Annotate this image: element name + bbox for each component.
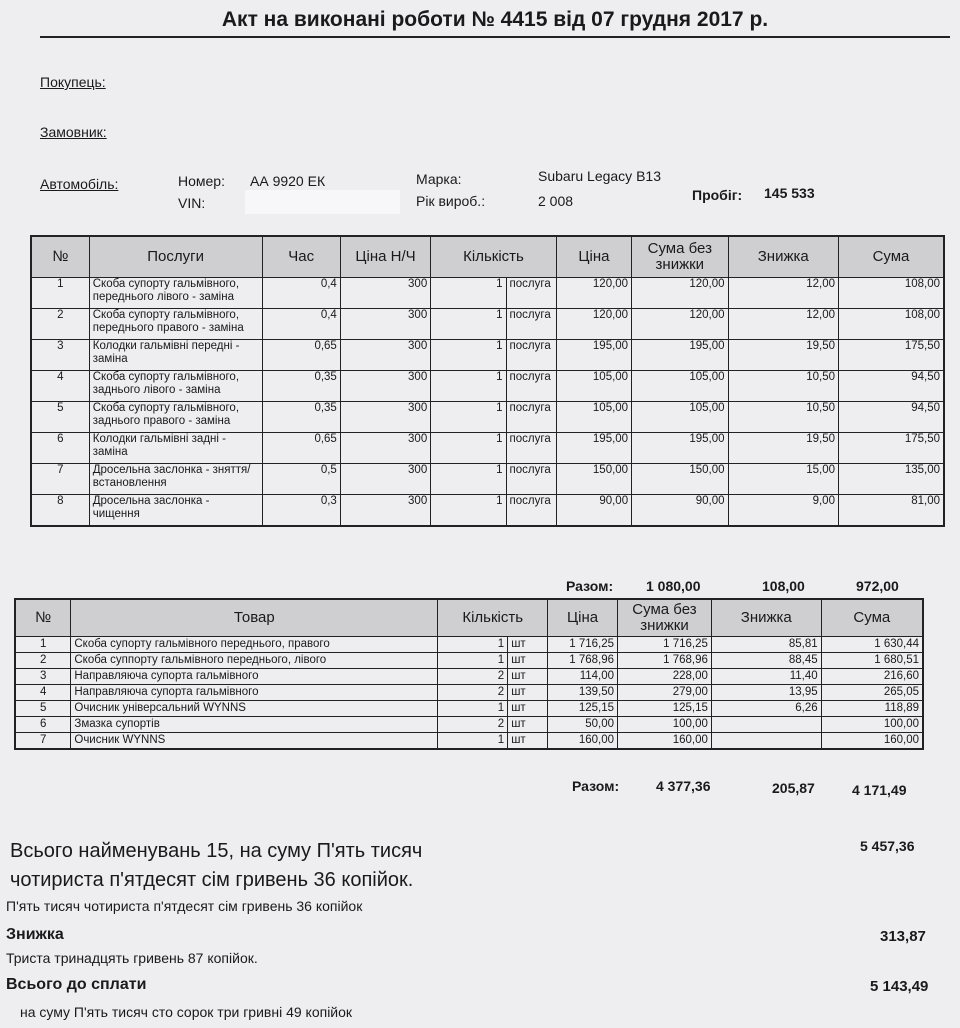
service-price: 105,00 bbox=[556, 402, 631, 433]
service-discount: 19,50 bbox=[728, 433, 838, 464]
table-row bbox=[31, 371, 944, 402]
service-name: Скоба супорту гальмівного, переднього лівого - заміна bbox=[89, 278, 262, 309]
service-qty: 1 bbox=[431, 309, 506, 340]
goods-sum: 100,00 bbox=[618, 717, 712, 733]
header-cell: Сума без знижки bbox=[618, 599, 712, 637]
service-unit: послуга bbox=[506, 433, 556, 464]
service-name: Дросельна заслонка - чищення bbox=[89, 495, 262, 527]
service-unit: послуга bbox=[506, 309, 556, 340]
goods-total-sum: 4 377,36 bbox=[656, 778, 711, 794]
discount-words: Триста тринадцять гривень 87 копійок. bbox=[6, 950, 258, 966]
summary-line-1: Всього найменувань 15, на суму П'ять тисяч bbox=[10, 840, 423, 862]
header-cell: Кількість bbox=[438, 599, 548, 637]
goods-header-row bbox=[15, 599, 923, 637]
goods-discount bbox=[711, 733, 821, 750]
table-row bbox=[15, 669, 923, 685]
row-number: 8 bbox=[31, 495, 89, 527]
goods-sum: 1 716,25 bbox=[618, 637, 712, 653]
goods-unit: шт bbox=[508, 717, 548, 733]
mileage-label: Пробіг: bbox=[692, 187, 743, 203]
goods-price: 139,50 bbox=[548, 685, 618, 701]
goods-discount: 6,26 bbox=[711, 701, 821, 717]
service-time: 0,4 bbox=[262, 278, 340, 309]
table-row bbox=[31, 309, 944, 340]
service-name: Колодки гальмівні передні - заміна bbox=[89, 340, 262, 371]
discount-label: Знижка bbox=[6, 926, 64, 943]
services-table bbox=[30, 235, 945, 527]
goods-price: 1 768,96 bbox=[548, 653, 618, 669]
table-row bbox=[15, 653, 923, 669]
goods-qty: 1 bbox=[438, 701, 508, 717]
goods-qty: 2 bbox=[438, 717, 508, 733]
goods-sum: 279,00 bbox=[618, 685, 712, 701]
service-unit: послуга bbox=[506, 340, 556, 371]
services-total-sum: 1 080,00 bbox=[646, 578, 701, 594]
service-total: 108,00 bbox=[838, 309, 944, 340]
goods-name: Скоба суппорту гальмівного переднього, лівого bbox=[71, 653, 438, 669]
goods-total: 265,05 bbox=[821, 685, 923, 701]
vin-redacted bbox=[245, 190, 400, 214]
goods-table bbox=[14, 598, 924, 750]
services-header-row bbox=[31, 236, 944, 278]
service-unit: послуга bbox=[506, 495, 556, 527]
year-value: 2 008 bbox=[538, 193, 574, 209]
vin-label: VIN: bbox=[178, 195, 206, 211]
service-sum: 120,00 bbox=[632, 309, 728, 340]
row-number: 3 bbox=[15, 669, 71, 685]
goods-sum: 125,15 bbox=[618, 701, 712, 717]
row-number: 1 bbox=[15, 637, 71, 653]
table-row bbox=[31, 402, 944, 433]
header-cell: Час bbox=[262, 236, 340, 278]
goods-total: 216,60 bbox=[821, 669, 923, 685]
goods-sum: 160,00 bbox=[618, 733, 712, 750]
service-unit: послуга bbox=[506, 464, 556, 495]
goods-unit: шт bbox=[508, 685, 548, 701]
goods-name: Направляюча супорта гальмівного bbox=[71, 685, 438, 701]
service-name: Скоба супорту гальмівного, заднього правого - заміна bbox=[89, 402, 262, 433]
service-discount: 12,00 bbox=[728, 278, 838, 309]
mileage-value: 145 533 bbox=[764, 185, 815, 201]
services-total-label: Разом: bbox=[566, 578, 614, 594]
row-number: 4 bbox=[15, 685, 71, 701]
make-label: Марка: bbox=[416, 171, 462, 187]
service-price: 90,00 bbox=[556, 495, 631, 527]
table-row bbox=[31, 433, 944, 464]
service-price: 195,00 bbox=[556, 340, 631, 371]
service-qty: 1 bbox=[431, 402, 506, 433]
service-discount: 12,00 bbox=[728, 309, 838, 340]
service-sum: 195,00 bbox=[632, 433, 728, 464]
service-total: 94,50 bbox=[838, 371, 944, 402]
row-number: 6 bbox=[31, 433, 89, 464]
table-row bbox=[15, 701, 923, 717]
goods-name: Скоба супорту гальмівного переднього, правого bbox=[71, 637, 438, 653]
year-label: Рік вироб.: bbox=[416, 193, 486, 209]
summary-words: П'ять тисяч чотириста п'ятдесят сім гривень 36 копійок bbox=[6, 898, 363, 914]
service-total: 175,50 bbox=[838, 433, 944, 464]
pay-words: на суму П'ять тисяч сто сорок три гривні 49 копійок bbox=[20, 1004, 353, 1020]
service-unit: послуга bbox=[506, 371, 556, 402]
goods-price: 1 716,25 bbox=[548, 637, 618, 653]
row-number: 7 bbox=[31, 464, 89, 495]
goods-discount: 85,81 bbox=[711, 637, 821, 653]
service-rate: 300 bbox=[340, 371, 430, 402]
service-qty: 1 bbox=[431, 495, 506, 527]
row-number: 5 bbox=[31, 402, 89, 433]
goods-discount bbox=[711, 717, 821, 733]
service-price: 150,00 bbox=[556, 464, 631, 495]
goods-total: 1 630,44 bbox=[821, 637, 923, 653]
goods-total: 100,00 bbox=[821, 717, 923, 733]
service-total: 175,50 bbox=[838, 340, 944, 371]
goods-qty: 2 bbox=[438, 685, 508, 701]
service-price: 105,00 bbox=[556, 371, 631, 402]
service-rate: 300 bbox=[340, 278, 430, 309]
service-name: Дросельна заслонка - зняття/встановлення bbox=[89, 464, 262, 495]
service-discount: 10,50 bbox=[728, 371, 838, 402]
table-row bbox=[15, 717, 923, 733]
header-cell: Ціна bbox=[548, 599, 618, 637]
service-sum: 105,00 bbox=[632, 402, 728, 433]
table-row bbox=[31, 464, 944, 495]
service-discount: 9,00 bbox=[728, 495, 838, 527]
goods-discount: 13,95 bbox=[711, 685, 821, 701]
goods-price: 114,00 bbox=[548, 669, 618, 685]
service-qty: 1 bbox=[431, 340, 506, 371]
goods-unit: шт bbox=[508, 637, 548, 653]
service-qty: 1 bbox=[431, 278, 506, 309]
header-cell: № bbox=[31, 236, 89, 278]
goods-qty: 2 bbox=[438, 669, 508, 685]
goods-name: Очисник універсальний WYNNS bbox=[71, 701, 438, 717]
goods-discount: 88,45 bbox=[711, 653, 821, 669]
service-time: 0,65 bbox=[262, 433, 340, 464]
service-price: 120,00 bbox=[556, 278, 631, 309]
goods-sum: 1 768,96 bbox=[618, 653, 712, 669]
service-name: Колодки гальмівні задні - заміна bbox=[89, 433, 262, 464]
goods-price: 160,00 bbox=[548, 733, 618, 750]
summary-amount: 5 457,36 bbox=[860, 838, 915, 854]
service-total: 108,00 bbox=[838, 278, 944, 309]
table-row bbox=[31, 278, 944, 309]
row-number: 1 bbox=[31, 278, 89, 309]
service-name: Скоба супорту гальмівного, заднього лівого - заміна bbox=[89, 371, 262, 402]
table-row bbox=[31, 495, 944, 527]
service-time: 0,35 bbox=[262, 371, 340, 402]
row-number: 6 bbox=[15, 717, 71, 733]
goods-name: Очисник WYNNS bbox=[71, 733, 438, 750]
customer-label: Замовник: bbox=[40, 124, 107, 140]
goods-name: Направляюча супорта гальмівного bbox=[71, 669, 438, 685]
service-sum: 120,00 bbox=[632, 278, 728, 309]
goods-total-label: Разом: bbox=[572, 778, 620, 794]
table-row bbox=[31, 340, 944, 371]
make-value: Subaru Legacy B13 bbox=[538, 168, 661, 184]
header-cell: Сума bbox=[821, 599, 923, 637]
row-number: 7 bbox=[15, 733, 71, 750]
service-rate: 300 bbox=[340, 464, 430, 495]
service-price: 195,00 bbox=[556, 433, 631, 464]
service-rate: 300 bbox=[340, 340, 430, 371]
header-cell: Ціна Н/Ч bbox=[340, 236, 430, 278]
service-discount: 15,00 bbox=[728, 464, 838, 495]
number-label: Номер: bbox=[178, 173, 225, 189]
row-number: 5 bbox=[15, 701, 71, 717]
goods-unit: шт bbox=[508, 653, 548, 669]
header-cell: № bbox=[15, 599, 71, 637]
number-value: АА 9920 ЕК bbox=[250, 173, 326, 189]
row-number: 3 bbox=[31, 340, 89, 371]
goods-qty: 1 bbox=[438, 733, 508, 750]
header-cell: Послуги bbox=[89, 236, 262, 278]
goods-discount: 11,40 bbox=[711, 669, 821, 685]
goods-total: 118,89 bbox=[821, 701, 923, 717]
service-price: 120,00 bbox=[556, 309, 631, 340]
service-rate: 300 bbox=[340, 309, 430, 340]
row-number: 2 bbox=[31, 309, 89, 340]
goods-total: 1 680,51 bbox=[821, 653, 923, 669]
pay-label: Всього до сплати bbox=[6, 976, 147, 993]
header-cell: Сума bbox=[838, 236, 944, 278]
service-rate: 300 bbox=[340, 433, 430, 464]
goods-price: 125,15 bbox=[548, 701, 618, 717]
goods-total-discount: 205,87 bbox=[772, 780, 815, 796]
table-row bbox=[15, 733, 923, 750]
table-row bbox=[15, 685, 923, 701]
service-rate: 300 bbox=[340, 402, 430, 433]
service-total: 135,00 bbox=[838, 464, 944, 495]
service-name: Скоба супорту гальмівного, переднього правого - заміна bbox=[89, 309, 262, 340]
goods-price: 50,00 bbox=[548, 717, 618, 733]
service-sum: 150,00 bbox=[632, 464, 728, 495]
service-unit: послуга bbox=[506, 278, 556, 309]
pay-amount: 5 143,49 bbox=[870, 978, 929, 995]
service-time: 0,65 bbox=[262, 340, 340, 371]
services-total-amount: 972,00 bbox=[856, 578, 899, 594]
goods-total-amount: 4 171,49 bbox=[852, 782, 907, 798]
goods-sum: 228,00 bbox=[618, 669, 712, 685]
goods-total: 160,00 bbox=[821, 733, 923, 750]
header-cell: Кількість bbox=[431, 236, 557, 278]
goods-unit: шт bbox=[508, 701, 548, 717]
goods-unit: шт bbox=[508, 733, 548, 750]
service-total: 94,50 bbox=[838, 402, 944, 433]
goods-qty: 1 bbox=[438, 653, 508, 669]
goods-unit: шт bbox=[508, 669, 548, 685]
service-qty: 1 bbox=[431, 433, 506, 464]
row-number: 2 bbox=[15, 653, 71, 669]
goods-qty: 1 bbox=[438, 637, 508, 653]
service-total: 81,00 bbox=[838, 495, 944, 527]
header-cell: Знижка bbox=[728, 236, 838, 278]
goods-name: Змазка супортів bbox=[71, 717, 438, 733]
table-row bbox=[15, 637, 923, 653]
service-discount: 19,50 bbox=[728, 340, 838, 371]
document-title: Акт на виконані роботи № 4415 від 07 грудня 2017 р. bbox=[40, 8, 950, 38]
service-time: 0,4 bbox=[262, 309, 340, 340]
service-time: 0,5 bbox=[262, 464, 340, 495]
summary-line-2: чотириста п'ятдесят сім гривень 36 копійок. bbox=[10, 869, 414, 891]
header-cell: Знижка bbox=[711, 599, 821, 637]
service-unit: послуга bbox=[506, 402, 556, 433]
car-label: Автомобіль: bbox=[40, 176, 119, 192]
header-cell: Товар bbox=[71, 599, 438, 637]
row-number: 4 bbox=[31, 371, 89, 402]
service-qty: 1 bbox=[431, 371, 506, 402]
service-qty: 1 bbox=[431, 464, 506, 495]
service-discount: 10,50 bbox=[728, 402, 838, 433]
service-time: 0,3 bbox=[262, 495, 340, 527]
service-sum: 195,00 bbox=[632, 340, 728, 371]
buyer-label: Покупець: bbox=[40, 74, 106, 90]
discount-amount: 313,87 bbox=[880, 928, 926, 945]
header-cell: Сума без знижки bbox=[632, 236, 728, 278]
header-cell: Ціна bbox=[556, 236, 631, 278]
service-time: 0,35 bbox=[262, 402, 340, 433]
service-sum: 90,00 bbox=[632, 495, 728, 527]
service-sum: 105,00 bbox=[632, 371, 728, 402]
services-total-discount: 108,00 bbox=[762, 578, 805, 594]
service-rate: 300 bbox=[340, 495, 430, 527]
